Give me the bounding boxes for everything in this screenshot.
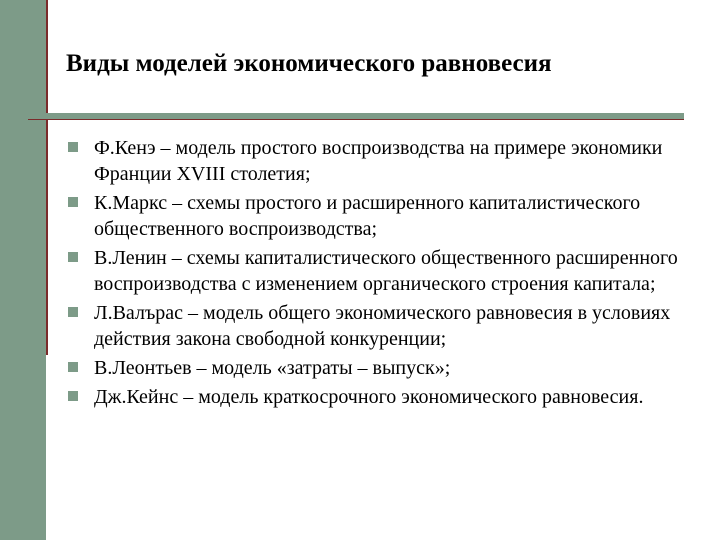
square-bullet-icon	[68, 197, 78, 207]
left-accent-bar	[0, 0, 46, 540]
bullet-text: В.Леонтьев – модель «затраты – выпуск»;	[94, 357, 451, 379]
bullet-item	[68, 355, 698, 381]
square-bullet-icon	[68, 391, 78, 401]
square-bullet-icon	[68, 142, 78, 152]
vertical-divider	[46, 0, 48, 355]
slide-title: Виды моделей экономического равновесия	[66, 50, 552, 77]
bullet-item	[68, 300, 698, 352]
bullet-text: К.Маркс – схемы простого и расширенного капиталистического общественного воспроизводства;	[94, 192, 641, 240]
bullet-item	[68, 190, 698, 242]
bullet-item	[68, 245, 698, 297]
bullet-text: Ф.Кенэ – модель простого воспроизводства на примере экономики Франции XVIII столетия;	[94, 137, 663, 185]
bullet-item	[68, 135, 698, 187]
bullet-list	[68, 135, 698, 413]
square-bullet-icon	[68, 252, 78, 262]
bullet-item	[68, 384, 698, 410]
square-bullet-icon	[68, 307, 78, 317]
square-bullet-icon	[68, 362, 78, 372]
bullet-text: Дж.Кейнс – модель краткосрочного экономического равновесия.	[94, 386, 644, 408]
title-underline-red	[28, 119, 684, 120]
bullet-text: Л.Валърас – модель общего экономического равновесия в условиях действия закона свободной конкуренции;	[94, 302, 671, 350]
bullet-text: В.Ленин – схемы капиталистического общественного расширенного воспроизводства с изменением органического строения капитала;	[94, 247, 678, 295]
